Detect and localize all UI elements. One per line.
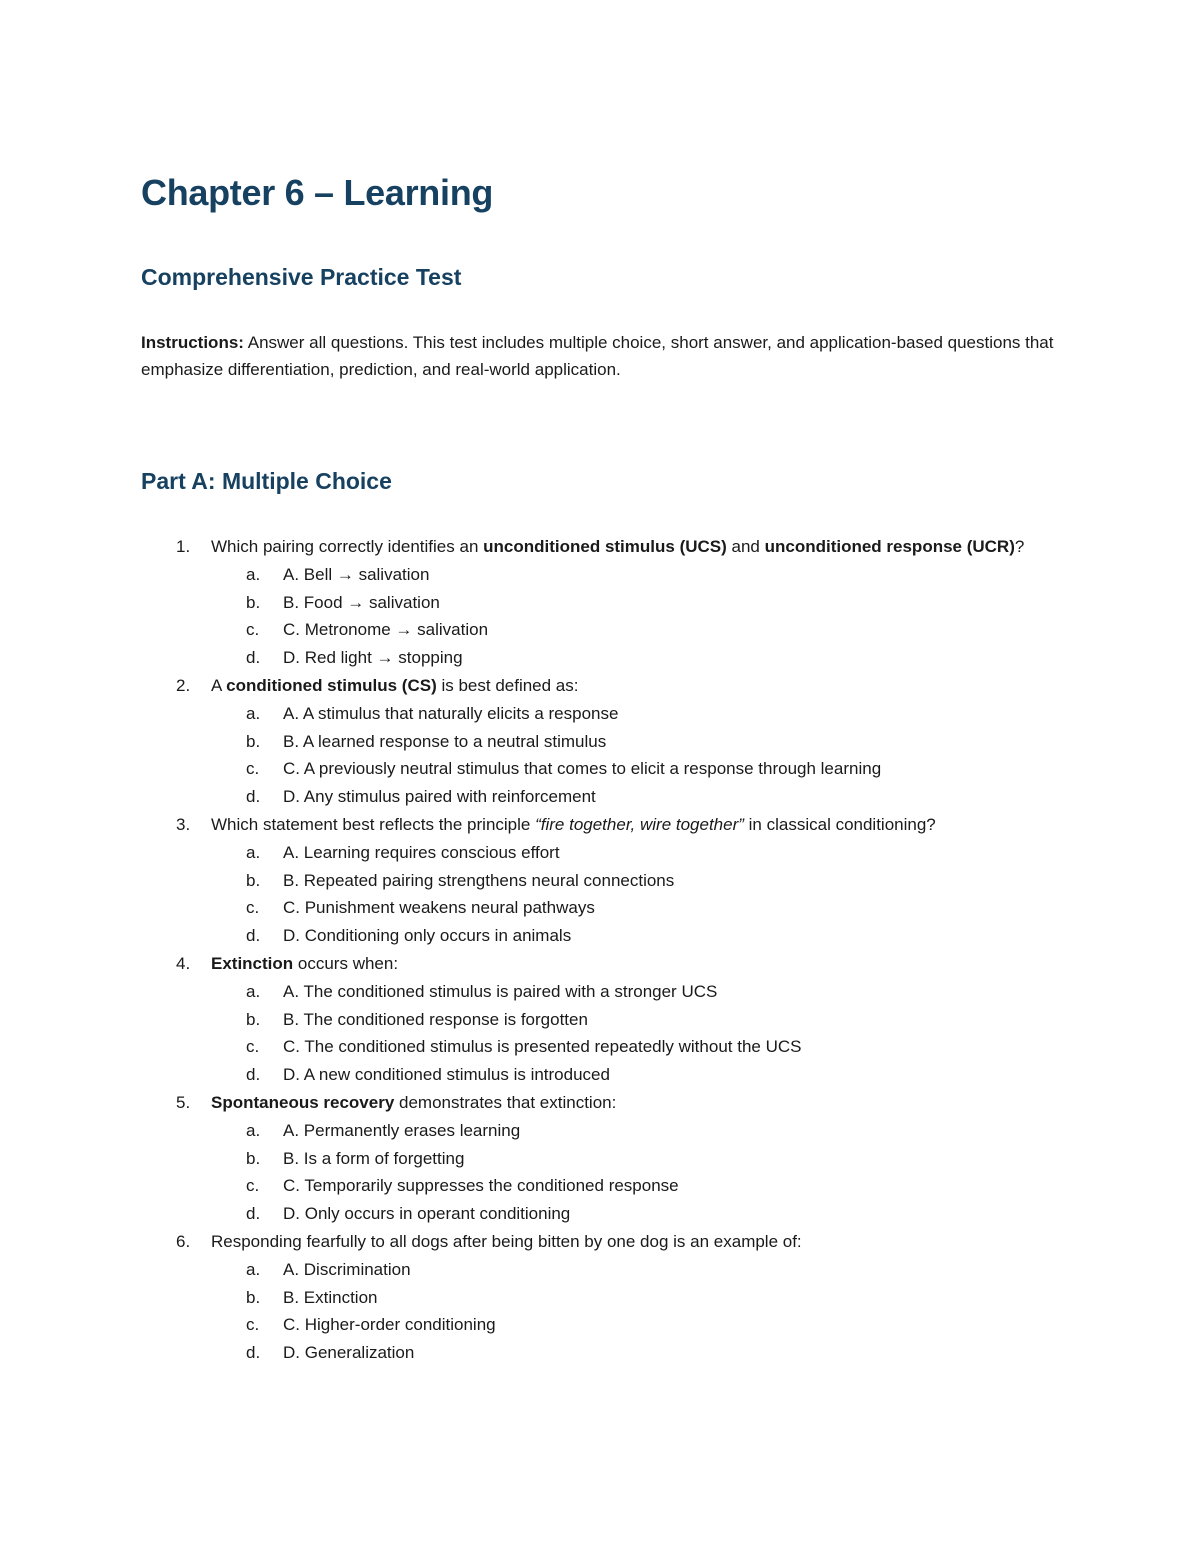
question-item [141,811,1061,950]
option-text: C. Temporarily suppresses the conditioned response [283,1176,679,1196]
answer-option [211,644,1061,672]
answer-option [211,1033,1061,1061]
option-letter: b. [246,592,261,612]
option-letter: c. [246,898,260,918]
question-text: A [211,675,227,695]
option-text: C. Higher-order conditioning [283,1315,496,1335]
answer-option [211,839,1061,867]
answer-option [211,1284,1061,1312]
question-text: unconditioned stimulus (UCS) [483,537,727,556]
answer-option [211,867,1061,895]
option-letter: c. [246,759,260,779]
option-letter: b. [246,1287,261,1307]
question-number: 2. [176,675,191,695]
question-item [141,950,1061,1089]
question-text: Which pairing correctly identifies an [211,537,484,556]
option-letter: b. [246,1148,261,1168]
option-text: A. Permanently erases learning [283,1120,521,1140]
option-letter: d. [246,1065,261,1085]
section-heading-part-a: Part A: Multiple Choice [141,468,392,494]
option-text: C. The conditioned stimulus is presented repeatedly without the UCS [283,1037,802,1057]
option-text: A. Discrimination [283,1259,411,1279]
option-text: D. Red light → stopping [283,648,463,668]
answer-option [211,1311,1061,1339]
question-stem [211,672,1061,700]
option-text: C. Punishment weakens neural pathways [283,898,595,918]
answer-option [211,1172,1061,1200]
option-text: D. Conditioning only occurs in animals [283,926,572,946]
question-text: Spontaneous recovery [211,1092,395,1112]
option-text: A. The conditioned stimulus is paired with a stronger UCS [283,981,718,1001]
option-text: C. A previously neutral stimulus that comes to elicit a response through learning [283,759,882,779]
question-text: Which statement best reflects the principle [211,814,536,834]
option-letter: c. [246,1315,260,1335]
option-letter: d. [246,926,261,946]
option-text: D. Generalization [283,1343,415,1363]
answer-option [211,922,1061,950]
question-item [141,672,1061,811]
question-text: unconditioned response (UCR) [764,537,1015,556]
question-text: in classical conditioning? [743,814,936,834]
answer-option [211,1256,1061,1284]
option-letter: b. [246,731,261,751]
option-text: B. The conditioned response is forgotten [283,1009,588,1029]
answer-options [211,1256,1061,1367]
option-letter: d. [246,1204,261,1224]
page-subtitle: Comprehensive Practice Test [141,264,462,290]
answer-option [211,728,1061,756]
question-stem [211,1089,1061,1117]
option-text: B. Is a form of forgetting [283,1148,465,1168]
option-letter: c. [246,620,260,640]
answer-options [211,1117,1061,1228]
question-number: 1. [176,537,191,556]
answer-option [211,616,1061,644]
answer-option [211,1061,1061,1089]
question-item [141,533,1061,672]
option-letter: b. [246,1009,261,1029]
option-letter: a. [246,981,261,1001]
question-list [141,533,1061,1367]
option-letter: a. [246,1120,261,1140]
instructions [141,329,1056,383]
question-stem [211,533,1061,561]
question-stem [211,950,1061,978]
question-number: 4. [176,953,191,973]
answer-option [211,1145,1061,1173]
question-text: Responding fearfully to all dogs after being bitten by one dog is an example of: [211,1231,802,1251]
instructions-text: Answer all questions. This test includes multiple choice, short answer, and application-based questions that emphasize differentiation, prediction, and real-world application. [141,333,1054,379]
answer-option [211,1339,1061,1367]
option-letter: a. [246,842,261,862]
option-text: A. Bell → salivation [283,564,430,584]
option-letter: d. [246,648,261,668]
question-text: demonstrates that extinction: [394,1092,617,1112]
question-text: occurs when: [293,953,399,973]
answer-option [211,1200,1061,1228]
option-text: B. Repeated pairing strengthens neural connections [283,870,675,890]
page-title: Chapter 6 – Learning [141,172,494,213]
answer-options [211,978,1061,1089]
option-letter: b. [246,870,261,890]
answer-option [211,894,1061,922]
answer-option [211,783,1061,811]
answer-options [211,561,1061,672]
option-text: D. Only occurs in operant conditioning [283,1204,571,1224]
option-text: B. A learned response to a neutral stimulus [283,731,607,751]
answer-option [211,755,1061,783]
option-letter: d. [246,1343,261,1363]
option-text: C. Metronome → salivation [283,620,489,640]
option-letter: a. [246,703,261,723]
question-item [141,1228,1061,1367]
question-text: Extinction [211,953,294,973]
answer-option [211,1006,1061,1034]
question-stem [211,1228,1061,1256]
answer-options [211,839,1061,950]
question-number: 5. [176,1092,191,1112]
question-number: 3. [176,814,191,834]
answer-option [211,1117,1061,1145]
option-letter: a. [246,1259,261,1279]
answer-option [211,561,1061,589]
question-text: “fire together, wire together” [535,814,744,834]
instructions-label: Instructions: [141,333,244,352]
option-text: D. A new conditioned stimulus is introduced [283,1065,610,1085]
question-text: ? [1014,537,1025,556]
answer-option [211,978,1061,1006]
option-text: A. Learning requires conscious effort [283,842,560,862]
question-number: 6. [176,1231,191,1251]
question-text: conditioned stimulus (CS) [226,675,437,695]
option-letter: a. [246,564,261,584]
option-text: B. Extinction [283,1287,378,1307]
question-text: is best defined as: [436,675,579,695]
question-stem [211,811,1061,839]
answer-option [211,700,1061,728]
option-letter: c. [246,1176,260,1196]
option-text: D. Any stimulus paired with reinforcement [283,787,596,807]
answer-options [211,700,1061,811]
question-item [141,1089,1061,1228]
option-text: A. A stimulus that naturally elicits a response [283,703,619,723]
option-text: B. Food → salivation [283,592,440,612]
option-letter: d. [246,787,261,807]
option-letter: c. [246,1037,260,1057]
answer-option [211,589,1061,617]
question-text: and [726,537,765,556]
